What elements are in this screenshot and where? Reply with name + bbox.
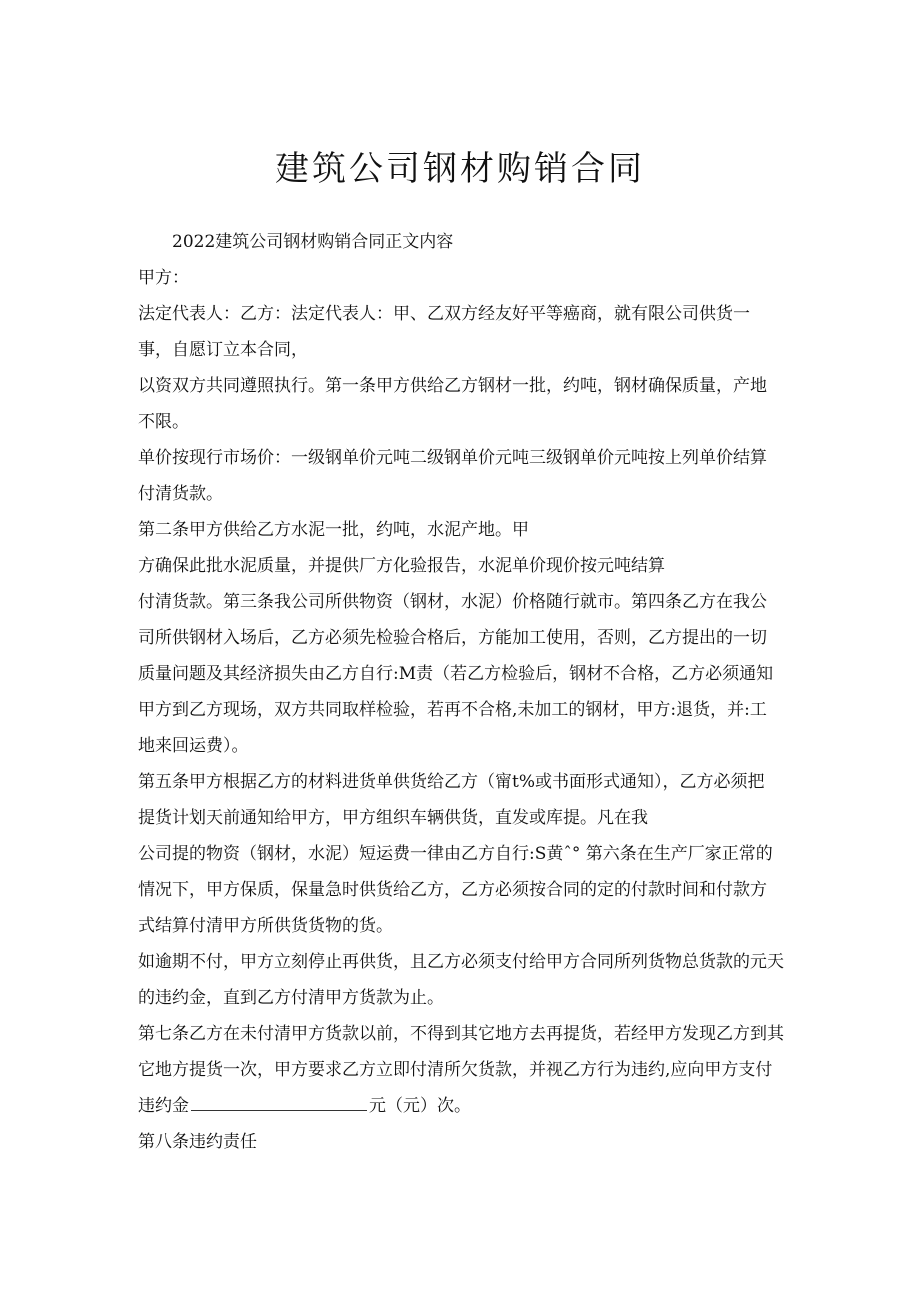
paragraph-line: 的违约金，直到乙方付清甲方货款为止。: [138, 988, 444, 1008]
paragraph-line: 提货计划天前通知给甲方，甲方组织车辆供货，直发或库提。凡在我: [138, 808, 648, 828]
section-heading: 第八条违约责任: [138, 1132, 257, 1152]
paragraph-line: 质量问题及其经济损失由乙方自行:M责（若乙方检验后，钢材不合格，乙方必须通知: [138, 664, 774, 684]
paragraph-line: 甲方到乙方现场，双方共同取样检验，若再不合格,未加工的钢材，甲方:退货，并:工: [138, 700, 767, 720]
paragraph-line: 方确保此批水泥质量，并提供厂方化验报告，水泥单价现价按元吨结算: [138, 556, 665, 576]
paragraph-line: 地来回运费）。: [138, 736, 249, 756]
paragraph-line: 司所供钢材入场后，乙方必须先检验合格后，方能加工使用，否则，乙方提出的一切: [138, 628, 767, 648]
penalty-suffix: 元（元）次。: [369, 1096, 471, 1116]
paragraph-line: 式结算付清甲方所供货货物的货。: [138, 916, 393, 936]
paragraph-line: 单价按现行市场价：一级钢单价元吨二级钢单价元吨三级钢单价元吨按上列单价结算: [138, 448, 767, 468]
paragraph-line: 第七条乙方在未付清甲方货款以前，不得到其它地方去再提货，若经甲方发现乙方到其: [138, 1024, 784, 1044]
penalty-prefix: 违约金: [138, 1096, 189, 1116]
paragraph-line: 情况下，甲方保质，保量急时供货给乙方，乙方必须按合同的定的付款时间和付款方: [138, 880, 767, 900]
party-a-line: 甲方：: [138, 268, 189, 288]
paragraph-line: 付清货款。第三条我公司所供物资（钢材，水泥）价格随行就市。第四条乙方在我公: [138, 592, 767, 612]
subtitle-line: 2022建筑公司钢材购销合同正文内容: [172, 232, 454, 252]
paragraph-line: 以资双方共同遵照执行。第一条甲方供给乙方钢材一批，约吨，钢材确保质量，产地: [138, 376, 767, 396]
paragraph-line: 如逾期不付，甲方立刻停止再供货，且乙方必须支付给甲方合同所列货物总货款的元天: [138, 952, 784, 972]
paragraph-line: 第五条甲方根据乙方的材料进货单供货给乙方（甯t%或书面形式通知），乙方必须把: [138, 772, 765, 792]
paragraph-line: 第二条甲方供给乙方水泥一批，约吨，水泥产地。甲: [138, 520, 529, 540]
paragraph-line: 法定代表人：乙方：法定代表人：甲、乙双方经友好平等癌商，就有限公司供货一: [138, 304, 750, 324]
penalty-amount-blank: [191, 1095, 367, 1111]
paragraph-line: 它地方提货一次，甲方要求乙方立即付清所欠货款，并视乙方行为违约,应向甲方支付: [138, 1060, 773, 1080]
paragraph-line: 事，自愿订立本合同，: [138, 340, 308, 360]
paragraph-line: 公司提的物资（钢材，水泥）短运费一律由乙方自行:S黄ˆ° 第六条在生产厂家正常的: [138, 844, 773, 864]
paragraph-line: 不限。: [138, 412, 189, 432]
penalty-line: [138, 1094, 471, 1118]
paragraph-line: 付清货款。: [138, 484, 223, 504]
document-title: 建筑公司钢材购销合同: [275, 149, 645, 189]
